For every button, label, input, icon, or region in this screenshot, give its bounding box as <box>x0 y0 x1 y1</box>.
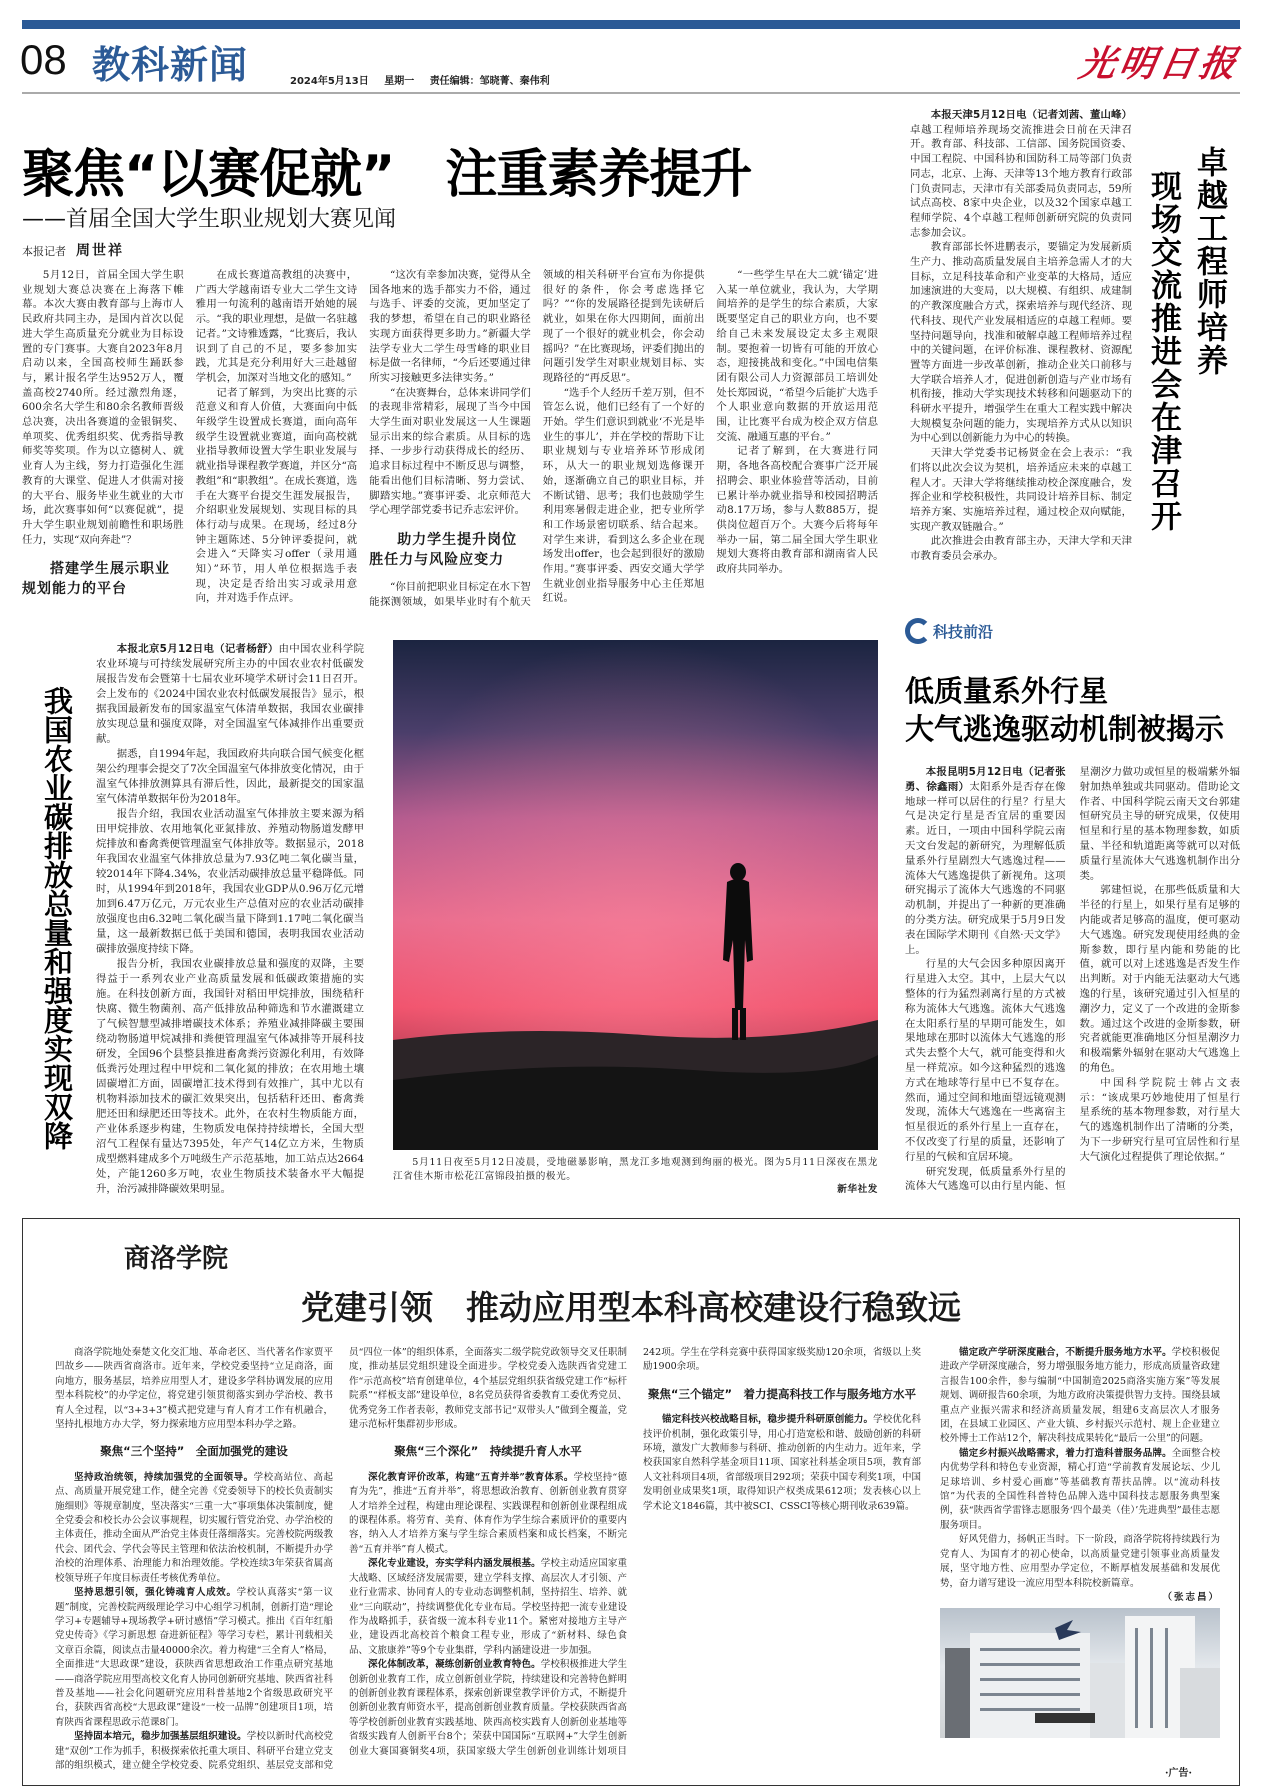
paragraph-text: 学校积极促进政产学研深度融合，努力增强服务地方能力，形成高质量咨政建言报告100余件，参与编制“中国制造2025商洛实施方案”等发展规划、调研报告60余项，为地方政府决策提供智力支持。围绕县域重点产业振兴需求和经济高质量发展，组建6支高层次人才服务团，在县域工业园区、产业大镇、乡村振兴示范村、规上企业建立校外博士工作站12个，解决科技成果转化“最后一公里”的问题。 <box>940 1347 1220 1445</box>
paragraph: “在决赛舞台，总体来讲同学们的表现非常精彩，展现了当今中国大学生面对职业发展这一人生课题显示出来的综合素质。从目标的选择、一步步行动获得成长的经历、追求目标过程中不断反思与调整，能看出他们目标清晰、努力尝试、脚踏实地。”赛事评委、北京师范大学心理学部党委书记乔志宏评价。 <box>369 386 531 517</box>
paragraph: 报告介绍，我国农业活动温室气体排放主要来源为稻田甲烷排放、农用地氧化亚氮排放、养殖动物肠道发酵甲烷排放和畜禽粪便管理温室气体排放等。数据显示，2018年我国农业温室气体排放总量为7.93亿吨二氧化碳当量，较2014年下降4.34%，农业活动碳排放总量平稳降低。同时，从1994年到2018年，我国农业GDP从0.96万亿元增加到6.47万亿元，万元农业生产总值对应的农业活动碳排放强度也由6.32吨二氧化碳当量下降到1.17吨二氧化碳当量，这一最新数据已低于美国和德国，表明我国农业活动碳排放强度持续下降。 <box>96 808 364 955</box>
byline-name: 周世祥 <box>76 243 124 259</box>
institution-name: 商洛学院 <box>124 1244 229 1274</box>
paragraph: “选手个人经历千差万别，但不管怎么说，他们已经有了一个好的开始。学生们意识到就业‘不光是毕业生的事儿’，并在学校的帮助下让职业规划与专业培养环节形成闭环，从大一的职业规划选修课开始，逐渐确立自己的职业目标，并不断试错、思考；我们也鼓励学生利用寒暑假走进企业，把专业所学和工作场景密切联系、结合起来。对学生来讲，看到这么多企业在现场发出offer，也会起到很好的激励作用。”赛事评委、西安交通大学学生就业创业指导服务中心主任郑旭红说。 <box>542 386 705 605</box>
headline-line: 大气逃逸驱动机制被揭示 <box>905 712 1225 746</box>
article-dateline: 本报北京5月12日电（记者杨舒） <box>116 643 279 655</box>
subheading: 聚焦“三个坚持” 全面加强党的建设 <box>100 1444 288 1459</box>
paragraph-text: 学校积极推进大学生创新创业教育工作，成立创新创业学院，持续建设和完善特色鲜明的创新创业教育课程体系，探索创新课堂教学评价方式，不断提升创新创业教育师资水平，提高创新创业教育质量。学校获陕西省高等学校创新创业教育实践基地、陕西高校实践育人创新创业基地等省级实践育人创新平台8个；荣获中国国际“互联网+”大学生创新创业大赛国赛铜奖4项，获国家级大学生创新创业训练计划项目242项。学生在学科竞赛中获得国家级奖励120余项，省级以上奖励1900余项。 <box>349 1347 921 1757</box>
paragraph-lead: 深化体制改革，凝练创新创业教育特色。 <box>368 1659 541 1671</box>
shangluo-headline: 党建引领 推动应用型本科高校建设行稳致远 <box>301 1288 961 1327</box>
headline-line: 低质量系外行星 <box>905 674 1109 708</box>
subheading: 助力学生提升岗位胜任力与风险应变力 <box>369 531 518 568</box>
tianjin-headline-main: 卓越工程师培养 <box>1191 146 1227 377</box>
shangluo-article-body-last-column <box>940 1346 1220 1738</box>
paragraph: “一些学生早在大二就‘锚定’进入某一单位就业，我认为，大学期间培养的是学生的综合素质，大家既要坚定自己的职业方向，也不要给自己未来发展设定太多主观限制。要抱着一切皆有可能的开放心态，迎接挑战和变化。”中国电信集团有限公司人力资源部员工培训处处长郑园说，“希望今后能扩大选手个人职业意向数据的开放运用范围，让比赛平台成为校企双方信息交流、融通互惠的平台。” <box>716 269 878 443</box>
paragraph: “这次有幸参加决赛，觉得从全国各地来的选手都实力不俗，通过与选手、评委的交流，更加坚定了我的梦想，希望在自己的职业路径实现方面获得更多助力。”新疆大学法学专业大二学生母雪峰的职业目标是做一名律师，“今后还要通过律所实习接触更多法律实务。” <box>369 269 531 384</box>
issue-weekday: 星期一 <box>384 76 415 87</box>
paragraph-lead: 坚持思想引领，强化铸魂育人成效。 <box>74 1587 237 1599</box>
caption-text: 5月11日夜至5月12日凌晨，受地磁暴影响，黑龙江多地观测到绚丽的极光。图为5月11日深夜在黑龙江省佳木斯市松花江富锦段拍摄的极光。 <box>393 1157 878 1182</box>
paragraph <box>55 1586 333 1730</box>
author-credit: （张志昌） <box>1162 1591 1220 1603</box>
lead-article-body <box>22 268 878 613</box>
paragraph-text: 学校主动适应国家重大战略、区域经济发展需要，建立学科支撑、高层次人才引领、产业行业需求、协同育人的专业动态调整机制，坚持招生、培养、就业“三向联动”，持续调整优化专业布局。学校坚持把一流专业建设作为战略抓手，获省级一流本科专业11个。紧密对接地方主导产业，建设西北高校首个粮食工程专业，形成了“新材料、绿色食品、文旅康养”等9个专业集群，学科内涵建设进一步加强。 <box>349 1558 627 1656</box>
section-title: 教科新闻 <box>92 43 249 87</box>
campus-building-photo <box>940 1608 1220 1738</box>
paragraph: 记者了解到，在大赛进行同期，各地各高校配合赛事广泛开展招聘会、职业体验营等活动，目前已累计举办就业指导和校园招聘活动8.17万场，参与人数885万，提供岗位超百万个。大赛今后将每年举办一届，第二届全国大学生职业规划大赛将由教育部和湖南省人民政府共同举办。 <box>716 445 878 576</box>
paragraph: “你目前把职业目标定在水下智能探测领域，如果毕业时有个航天领域的相关科研平台宣布为你提供很好的条件，你会考虑选择它吗？”“你的发展路径提到先读研后就业，如果在你大四期间，面前出现了一个很好的就业机会，你会动摇吗？”在比赛现场，评委们抛出的问题引发学生对职业规划目标、实现路径的“再反思”。 <box>369 269 705 608</box>
paragraph: 记者了解到，为突出比赛的示范意义和育人价值，大赛面向中低年级学生设置成长赛道，面向高年级学生设置就业赛道，面向高校就业指导教师设置大学生职业发展与就业指导课程教学赛道，并区分“高教组”和“职教组”。在成长赛道，选手在大赛平台提交生涯发展报告，介绍职业发展规划、实现目标的具体行动与成果。在现场，经过8分钟主题陈述、5分钟评委提问，就会进入“天降实习offer（录用通知）”环节，用人单位根据选手表现，决定是否给出实习或录用意向，并对选手作点评。 <box>195 386 358 605</box>
paragraph: 此次推进会由教育部主办，天津大学和天津市教育委员会承办。 <box>910 535 1132 563</box>
header-divider <box>22 92 1240 94</box>
masthead-bar <box>22 20 1240 29</box>
paragraph <box>643 1413 921 1514</box>
byline-label: 本报记者 <box>22 245 66 258</box>
ad-label: ·广告· <box>1165 1768 1192 1779</box>
paragraph-lead: 深化教育评价改革，构建“五育并举”教育体系。 <box>368 1471 574 1483</box>
column-name: 科技前沿 <box>933 622 994 641</box>
paragraph-lead: 锚定科技兴校战略目标，稳步提升科研原创能力。 <box>662 1414 874 1426</box>
photo-credit: 新华社发 <box>837 1184 878 1195</box>
paragraph: 中国科学院院士韩占文表示：“该成果巧妙地使用了恒星行星系统的基本物理参数，对行星大气的逃逸机制作出了清晰的分类，为下一步研究行星可宜居性和行星大气演化过程提供了理论依据。” <box>1079 1076 1240 1163</box>
photo-caption <box>393 1156 878 1197</box>
science-frontier-label <box>905 618 993 644</box>
paragraph: 天津大学党委书记杨贤金在会上表示：“我们将以此次会议为契机，培养适应未来的卓越工程人才。天津大学将继续推动校企深度融合，发挥企业和学校积极性，共同设计培养目标、制定培养方案、实施培养过程，通过校企双向赋能，实现产教双链融合。” <box>910 447 1132 533</box>
dateline <box>290 72 562 87</box>
paragraph <box>905 765 1066 957</box>
paragraph: 教育部部长怀进鹏表示，要锚定为发展新质生产力、推动高质量发展自主培养急需人才的大目标，立足科技革命和产业变革的大格局，适应加速演进的大变局，以大规模、有组织、成建制的产教深度融合方式，探索培养与现代经济、现代科技、现代产业发展相适应的卓越工程师。要坚持问题导向，找准和破解卓越工程师培养过程中的关键问题，在评价标准、课程教材、资源配置等方面进一步改革创新，推动企业关口前移与大学联合培养人才，促进创新创造与产业市场有机衔接，推动大学实现技术转移和问题驱动下的科研水平提升，增强学生在重大工程实践中解决大规模复杂问题的能力，实现培养方式从以知识为中心到以创新能力为中心的转换。 <box>910 241 1132 445</box>
paragraph: 研究发现，低质量系外行星的流体大气逃逸可以由行星内能、恒星潮汐力做功或恒星的极端紫外辐射加热单独或共同驱动。借助论文作者、中国科学院云南天文台郭建恒研究员主导的研究成果，仅使用恒星和行星的基本物理参数，如质量、半径和轨道距离等就可以对低质量行星流体大气逃逸机制作出分类。 <box>905 766 1240 1193</box>
shangluo-article-body <box>55 1346 921 1778</box>
paragraph-text: 学校坚持“德育为先”，推进“五育并举”，将思想政治教育、创新创业教育贯穿人才培养全过程，构建由理论课程、实践课程和创新创业课程组成的课程体系。将劳育、美育、体育作为学生综合素质评价的重要内容，纳入人才培养方案与学生综合素质档案和成长档案，不断完善“五育并举”育人模式。 <box>349 1471 627 1555</box>
paragraph: 行星的大气会因多种原因离开行星进入太空。其中，上层大气以整体的行为猛烈剥离行星的方式被称为流体大气逃逸。流体大气逃逸在太阳系行星的早期可能发生，如果地球在那时以流体大气逃逸的形式失去整个大气，就可能变得和火星一样荒凉。如今这种猛烈的逃逸方式在地球等行星中已不复存在。然而，通过空间和地面望远镜观测发现，流体大气逃逸在一些离宿主恒星很近的系外行星上一直存在，不仅改变了行星的质量，还影响了行星的气候和宜居环境。 <box>905 958 1066 1163</box>
paragraph <box>349 1471 627 1557</box>
paragraph: 5月12日，首届全国大学生职业规划大赛总决赛在上海落下帷幕。本次大赛由教育部与上海市人民政府共同主办，是国内首次以促进大学生高质量充分就业为目标设置的专门赛事。大赛自2023年8月启动以来，全国高校师生踊跃参与，累计报名学生达952万人，覆盖高校2740所。经过激烈角逐，600余名大学生和80余名教师晋级总决赛，决出各赛道的金银铜奖、单项奖、优秀组织奖、优秀指导教师奖等奖项。作为以立德树人、就业育人为主线，努力打造强化生涯教育的大课堂、促进人才供需对接的大平台、服务毕业生就业的大市场，此次赛事如何“以赛促就”，提升大学生职业规划前瞻性和职场胜任力，实现“双向奔赴”？ <box>22 269 184 546</box>
exoplanet-article-body <box>905 765 1240 1200</box>
agri-article-body <box>96 642 364 1197</box>
paragraph-text: 由中国农业科学院农业环境与可持续发展研究所主办的中国农业农村低碳发展报告发布会暨第十七届农业环境学术研讨会11日召开。会上发布的《2024中国农业农村低碳发展报告》显示，根据我国最新发布的国家温室气体清单数据，我国农业碳排放实现总量和强度双降，对全国温室气体减排作出重要贡献。 <box>96 643 364 745</box>
paragraph-lead: 锚定政产学研深度融合，不断提升服务地方水平。 <box>959 1347 1172 1358</box>
tianjin-headline-sub: 现场交流推进会在津召开 <box>1145 170 1181 533</box>
tianjin-article-body <box>910 108 1132 564</box>
issue-date: 2024年5月13日 <box>290 76 369 87</box>
paragraph <box>96 642 364 747</box>
paragraph: 郭建恒说，在那些低质量和大半径的行星上，如果行星有足够的内能或者足够高的温度，便可驱动大气逃逸。研究发现使用经典的金斯参数，即行星内能和势能的比值，就可以对上述逃逸是否发生作出判断。对于内能无法驱动大气逃逸的行星，该研究通过引入恒星的潮汐力，定义了一个改进的金斯参数。通过这个改进的金斯参数，研究者就能更准确地区分恒星潮汐力和极端紫外辐射在驱动大气逃逸上的角色。 <box>1079 884 1240 1074</box>
paragraph-text: 学校高站位、高起点、高质量开展党建工作，健全完善《党委领导下的校长负责制实施细则》等规章制度，坚决落实“三重一大”事项集体决策制度，健全党委会和校长办公会议事规程，切实履行管党治党、办学治校的主体责任，推动全面从严治党主体责任落细落实。完善校院两级教代会、团代会、学代会等民主管理和依法治校机制，不断提升办学治校的治理体系、治理能力和治理效能。学校连续3年荣获省属高校领导班子年度目标责任考核优秀单位。 <box>55 1471 333 1584</box>
article-dateline: 本报天津5月12日电（记者刘茜、董山峰） <box>930 109 1132 121</box>
newspaper-logo: 光明日报 <box>1075 43 1244 85</box>
paragraph: 商洛学院地处秦楚文化交汇地、革命老区、当代著名作家贾平凹故乡——陕西省商洛市。近年来，学校党委坚持“立足商洛，面向地方，服务基层，培养应用型人才，建设多学科协调发展的应用型本科院校”的办学定位，将党建引领贯彻落实到办学治校、教书育人全过程，以“3+3+3”模式把党建与育人育才工作有机融合，坚持扎根地方办大学，努力探索地方应用型本科办学之路。 <box>55 1347 333 1431</box>
paragraph-lead: 深化专业建设，夯实学科内涵发展根基。 <box>368 1558 541 1570</box>
paragraph <box>55 1471 333 1586</box>
g-logo-icon <box>905 618 931 644</box>
paragraph: 据悉，自1994年起，我国政府共向联合国气候变化框架公约理事会提交了7次全国温室气体排放变化情况，由于温室气体排放测算具有滞后性，因此，最新提交的国家温室气体清单数据年份为2018年。 <box>96 748 364 805</box>
paragraph-lead: 坚持政治统领，持续加强党的全面领导。 <box>74 1471 254 1483</box>
paragraph <box>940 1346 1220 1447</box>
subheading: 聚焦“三个深化” 持续提升育人水平 <box>394 1444 582 1459</box>
paragraph-text: 全面整合校内优势学科和特色专业资源，精心打造“学前教育发展论坛、少儿足球培训、乡村爱心画廊”等基础教育帮扶品牌。以“流动科技馆”为代表的全国性科普特色品牌入选中国科技志愿服务典型案例，获“陕西省学雷锋志愿服务‘四个最美（佳）’先进典型”最佳志愿服务项目。 <box>940 1447 1220 1531</box>
paragraph: 在成长赛道高教组的决赛中，广西大学越南语专业大二学生文诗雅用一句流利的越南语开始她的展示。“我的职业理想，是做一名驻越记者。”文诗雅透露，“比赛后，我认识到了自己的不足，要多参加实践，尤其是充分利用好大三赴越留学机会，加深对当地文化的感知。” <box>195 269 358 384</box>
page-number: 08 <box>20 36 67 83</box>
paragraph-lead: 锚定乡村振兴战略需求，着力打造科普服务品牌。 <box>959 1447 1172 1459</box>
paragraph: 报告分析，我国农业碳排放总量和强度的双降，主要得益于一系列农业产业高质量发展和低碳政策措施的实施。在科技创新方面，我国针对稻田甲烷排放，围绕秸秆快腐、微生物菌剂、高产低排放品种筛选和节水灌溉建立了气候智慧型减排增碳技术体系；养殖业减排降碳主要围绕动物肠道甲烷减排和粪便管理温室气体减排等开展科技研发，全国96个县整县推进畜禽粪污资源化利用，有效降低粪污处理过程中甲烷和二氧化氮的排放；在农用地土壤固碳增汇方面，固碳增汇技术得到有效推广，其中尤以有机物料添加技术的碳汇效果突出，包括秸秆还田、畜禽粪肥还田和绿肥还田等技术。此外，在农村生物质能方面，产业体系逐步构建，生物质发电保持持续增长，全国大型沼气工程保有量达7395处，年产气14亿立方米，生物质成型燃料建成多个万吨级生产示范基地，加工站点达2664处，产能1260多万吨，农业生物质技术装备水平大幅提升，治污减排降碳效果明显。 <box>96 958 364 1195</box>
paragraph-text: 太阳系外是否存在像地球一样可以居住的行星？行星大气是决定行星是否宜居的重要因素。近日，一项由中国科学院云南天文台发起的新研究，为理解低质量系外行星剧烈大气逃逸过程——流体大气逃逸提供了新视角。这项研究揭示了流体大气逃逸的不同驱动机制，并提出了一种新的更准确的分类方法。研究成果于5月9日发表在国际学术期刊《自然·天文学》上。 <box>905 780 1066 956</box>
paragraph <box>910 108 1132 240</box>
subheading: 聚焦“三个锚定” 着力提高科技工作与服务地方水平 <box>647 1386 917 1401</box>
editors: 责任编辑：邹晓菁、秦伟利 <box>429 76 550 87</box>
lead-subtitle: ——首届全国大学生职业规划大赛见闻 <box>22 207 397 232</box>
paragraph <box>940 1447 1220 1533</box>
paragraph-lead: 坚持固本培元，稳步加强基层组织建设。 <box>74 1731 247 1743</box>
subheading: 搭建学生展示职业规划能力的平台 <box>22 561 170 598</box>
lead-headline: 聚焦“以赛促就” 注重素养提升 <box>22 145 752 205</box>
paragraph <box>349 1557 627 1658</box>
agri-headline: 我国农业碳排放总量和强度实现双降 <box>40 686 74 1150</box>
lead-byline <box>22 240 124 260</box>
paragraph-text: 学校认真落实“第一议题”制度，完善校院两级理论学习中心组学习机制，创新打造“理论学习+专题辅导+现场教学+研讨感悟”学习模式。推出《百年红船 党史传奇》《学习新思想 奋进新征程》等学习专栏，累计刊载相关文章百余篇，阅读点击量40000余次。着力构建“三全育人”格局，全面推进“大思政课”建设，获陕西省思想政治工作重点研究基地——商洛学院应用型高校文化育人协同创新研究基地、陕西省社科普及基地——社会化问题研究应用科普基地2个省级思政研究平台，获陕西省高校“大思政课”建设“一校一品牌”创建项目1项，培育陕西省课程思政示范课8门。 <box>55 1587 333 1728</box>
paragraph-text: 卓越工程师培养现场交流推进会日前在天津召开。教育部、科技部、工信部、国务院国资委、中国工程院、中国科协和国防科工局等部门负责同志，北京、上海、天津等13个地方教育行政部门负责同志，天津市有关部委局负责同志，59所试点高校、8家中央企业，以及32个国家卓越工程师学院、4个卓越工程师创新研究院的负责同志参加会议。 <box>910 123 1132 239</box>
paragraph: 好风凭借力，扬帆正当时。下一阶段，商洛学院将持续践行为党育人、为国育才的初心使命，以高质量党建引领事业高质量发展，坚守地方性、应用型办学定位，不断厚植发展基础和发展优势，奋力谱写建设一流应用型本科院校新篇章。 <box>940 1534 1220 1589</box>
paragraph-text: 学校优化科技评价机制，强化政策引导，用心打造宽松和谐、鼓励创新的科研环境，激发广大教师参与科研、推动创新的内生动力。近年来，学校获国家自然科学基金项目11项、国家社科基金项目5项，教育部人文社科项目4项，省部级项目292项；荣获中国专利奖1项，中国发明创业成果奖1项，取得知识产权类成果612项；发表核心以上学术论文1846篇，其中被SCI、CSSCI等核心期刊收录639篇。 <box>643 1414 921 1512</box>
article-dateline: 本报昆明5月12日电（记者张勇、徐鑫雨） <box>905 766 1066 793</box>
paragraph-text: 学校以新时代高校党建“双创”工作为抓手，积极探索依托重大项目、科研平台建立党支部的组织模式，建立健全学校党委、院系党组织、基层党支部和党员“四位一体”的组织体系，全面落实二级学院党政领导交叉任职制度，推动基层党组织建设全面进步。学校党委入选陕西省党建工作“示范高校”培育创建单位，4个基层党组织获省级党建工作“标杆院系”“样板支部”建设单位，8名党员获得省委教育工委优秀党员、优秀党务工作者表彰，教师党支部书记“双带头人”做到全覆盖，党建示范标杆集群初步形成。 <box>55 1347 627 1771</box>
aurora-photo <box>393 640 878 1150</box>
exoplanet-headline <box>905 672 1224 748</box>
